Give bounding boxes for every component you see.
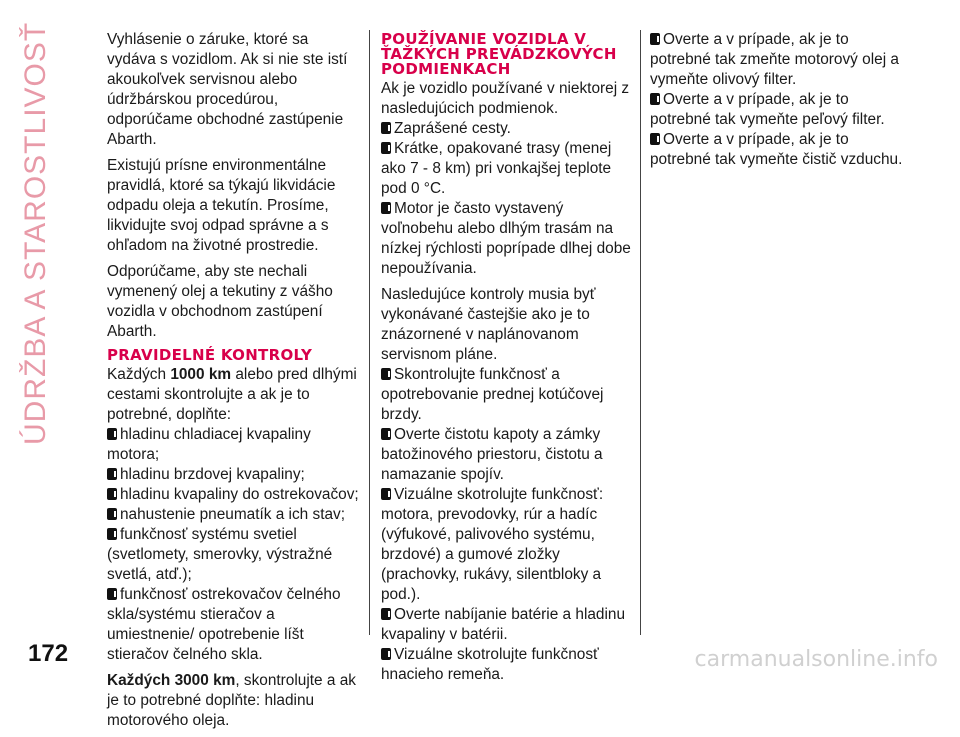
- list-item-text: Overte nabíjanie batérie a hladinu kvapaliny v batérii.: [381, 606, 626, 643]
- list-item: [650, 130, 905, 170]
- column-1: [107, 30, 359, 737]
- regular-checks-heading: PRAVIDELNÉ KONTROLY: [107, 346, 313, 364]
- frequent-checks-paragraph: Nasledujúce kontroly musia byť vykonávané častejšie ako je to znázornené v naplánovanom servisnom pláne.: [381, 286, 596, 363]
- list-item-text: Overte čistotu kapoty a zámky batožinového priestoru, čistotu a namazanie spojív.: [381, 426, 603, 483]
- distance-bold: Každých 3000 km: [107, 672, 236, 689]
- bullet-icon: [107, 588, 117, 600]
- column-3: [650, 30, 905, 170]
- list-item-text: nahustenie pneumatík a ich stav;: [120, 506, 346, 523]
- column-divider-2: [640, 30, 641, 635]
- bullet-icon: [381, 122, 391, 134]
- bullet-icon: [107, 488, 117, 500]
- list-item: [107, 505, 359, 525]
- list-item-text: Krátke, opakované trasy (menej ako 7 - 8 km) pri vonkajšej teplote pod 0 °C.: [381, 140, 612, 197]
- list-item-text: hladinu kvapaliny do ostrekovačov;: [120, 486, 359, 503]
- list-item: [381, 645, 631, 685]
- list-item: [381, 425, 631, 485]
- list-item: [381, 119, 631, 139]
- text-suffix: alebo pred dlhými cestami skontrolujte a ak je to potrebné, doplňte:: [107, 366, 357, 423]
- list-item-text: Zaprášené cesty.: [394, 120, 511, 137]
- column-divider-1: [369, 30, 370, 635]
- bullet-icon: [107, 508, 117, 520]
- list-item: [107, 465, 359, 485]
- bullet-icon: [381, 142, 391, 154]
- watermark: carmanualsonline.info: [694, 647, 938, 672]
- list-item-text: funkčnosť ostrekovačov čelného skla/systému stieračov a umiestnenie/ opotrebenie líšt stieračov čelného skla.: [107, 586, 341, 663]
- list-item: [381, 139, 631, 199]
- dealer-oil-paragraph: Odporúčame, aby ste nechali vymenený olej a tekutiny z vášho vozidla v obchodnom zastúpení Abarth.: [107, 263, 333, 340]
- list-item: [650, 90, 905, 130]
- list-item: [381, 485, 631, 605]
- list-item-text: Overte a v prípade, ak je to potrebné tak zmeňte motorový olej a vymeňte olivový filter.: [650, 31, 899, 88]
- list-item: [650, 30, 905, 90]
- bullet-icon: [381, 202, 391, 214]
- every-1000km-paragraph: [107, 365, 359, 425]
- list-item: [107, 425, 359, 465]
- list-item-text: Overte a v prípade, ak je to potrebné tak vymeňte peľový filter.: [650, 91, 885, 128]
- list-item: [107, 525, 359, 585]
- page-number: 172: [28, 640, 69, 667]
- bullet-icon: [650, 93, 660, 105]
- list-item-text: hladinu brzdovej kvapaliny;: [120, 466, 305, 483]
- bullet-icon: [381, 648, 391, 660]
- text-suffix: , skontrolujte a ak je to potrebné doplňte: hladinu motorového oleja.: [107, 672, 356, 729]
- bullet-icon: [107, 528, 117, 540]
- every-3000km-paragraph: [107, 671, 359, 731]
- list-item-text: hladinu chladiacej kvapaliny motora;: [107, 426, 311, 463]
- bullet-icon: [650, 133, 660, 145]
- list-item: [107, 485, 359, 505]
- warranty-paragraph: Vyhlásenie o záruke, ktoré sa vydáva s vozidlom. Ak si nie ste istí akoukoľvek servisnou alebo údržbárskou procedúrou, odporúčame obchodné zastúpenie Abarth.: [107, 31, 348, 148]
- list-item: [107, 585, 359, 665]
- text-prefix: Každých: [107, 366, 171, 383]
- list-item-text: Vizuálne skotrolujte funkčnosť hnacieho remeňa.: [381, 646, 599, 683]
- environment-paragraph: Existujú prísne environmentálne pravidlá, ktoré sa týkajú likvidácie odpadu oleja a tekutín. Prosíme, likvidujte svoj odpad správne a s ohľadom na životné prostredie.: [107, 157, 336, 254]
- list-item: [381, 605, 631, 645]
- conditions-intro-paragraph: Ak je vozidlo používané v niektorej z nasledujúcich podmienok.: [381, 80, 630, 117]
- list-item-text: funkčnosť systému svetiel (svetlomety, smerovky, výstražné svetlá, atď.);: [107, 526, 333, 583]
- bullet-icon: [381, 368, 391, 380]
- bullet-icon: [381, 608, 391, 620]
- list-item-text: Vizuálne skotrolujte funkčnosť: motora, prevodovky, rúr a hadíc (výfukové, palivového systému, brzdové) a gumové zložky (prachovky, rukávy, silentbloky a pod.).: [381, 486, 604, 603]
- list-item-text: Overte a v prípade, ak je to potrebné tak vymeňte čistič vzduchu.: [650, 131, 903, 168]
- bullet-icon: [107, 468, 117, 480]
- list-item: [381, 365, 631, 425]
- distance-bold: 1000 km: [170, 366, 232, 383]
- heavy-duty-heading: POUŽÍVANIE VOZIDLA V ŤAŽKÝCH PREVÁDZKOVÝCH PODMIENKACH: [381, 30, 617, 78]
- list-item: [381, 199, 631, 279]
- bullet-icon: [650, 33, 660, 45]
- bullet-icon: [381, 488, 391, 500]
- column-2: [381, 30, 631, 685]
- section-side-title: ÚDRŽBA A STAROSTLIVOSŤ: [19, 22, 52, 446]
- list-item-text: Skontrolujte funkčnosť a opotrebovanie prednej kotúčovej brzdy.: [381, 366, 604, 423]
- list-item-text: Motor je často vystavený voľnobehu alebo dlhým trasám na nízkej rýchlosti poprípade dlhej dobe nepoužívania.: [381, 200, 631, 277]
- bullet-icon: [381, 428, 391, 440]
- bullet-icon: [107, 428, 117, 440]
